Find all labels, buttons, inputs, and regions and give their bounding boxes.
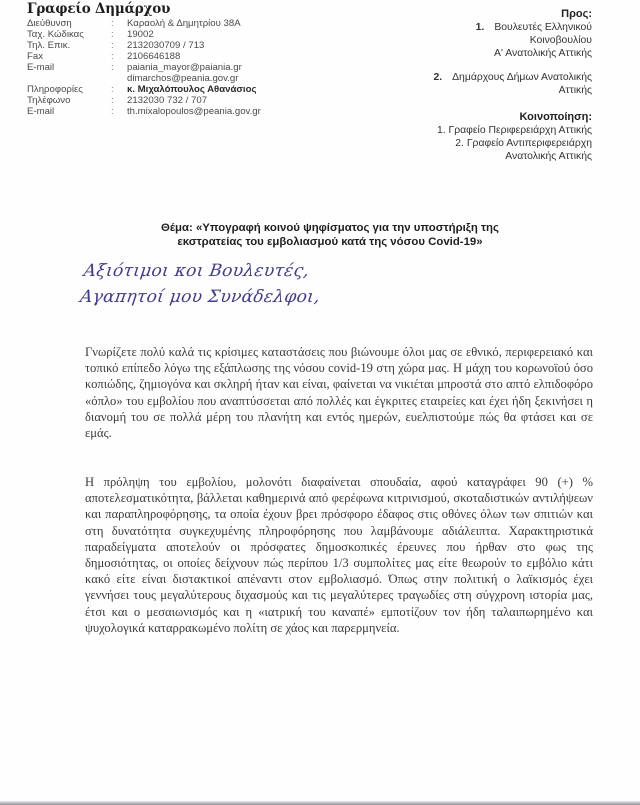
- row-value: 2132030709 / 713: [127, 40, 205, 51]
- recipient-line: Α' Ανατολικής Αττικής: [494, 48, 592, 59]
- sender-row-telephone: [27, 95, 261, 106]
- row-label: [27, 73, 111, 84]
- sender-block: [27, 1, 261, 117]
- sender-details: [27, 18, 261, 117]
- row-colon: :: [111, 106, 114, 117]
- row-colon: :: [111, 51, 114, 62]
- sender-row-postcode: [27, 29, 261, 40]
- row-colon: :: [111, 40, 114, 51]
- sender-row-fax: [27, 51, 261, 62]
- row-label: Ταχ. Κώδικας: [27, 29, 84, 40]
- cc-block: [433, 111, 592, 163]
- cc-line: 1. Γραφείο Περιφερειάρχη Αττικής: [436, 125, 592, 136]
- sender-title: Γραφείο Δημάρχου: [27, 1, 171, 17]
- row-label: Τηλέφωνο: [27, 95, 71, 106]
- cc-line: 2. Γραφείο Αντιπεριφερειάρχη: [455, 138, 592, 149]
- row-label: Διεύθυνση: [27, 18, 72, 29]
- recipient-number: 2.: [433, 72, 443, 83]
- row-label: Πληροφορίες: [27, 84, 83, 95]
- greeting-line-2: Αγαπητοί μου Συνάδελφοι,: [78, 287, 322, 307]
- subject-line-1: Θέμα: «Υπογραφή κοινού ψηφίσματος για την υποστήριξη της: [161, 222, 499, 234]
- row-colon: [111, 73, 127, 84]
- recipient-2: [433, 71, 592, 97]
- row-colon: :: [111, 84, 114, 95]
- row-colon: :: [111, 95, 114, 106]
- row-value: 2106646188: [127, 51, 181, 62]
- recipient-line: Κοινοβουλίου: [529, 35, 592, 46]
- sender-row-email: [27, 62, 261, 73]
- bottom-edge: [0, 801, 640, 805]
- row-colon: :: [111, 29, 114, 40]
- sender-row-phone: [27, 40, 261, 51]
- sender-row-email-2: [27, 73, 261, 84]
- sender-row-info: [27, 84, 261, 95]
- handwritten-greeting: [78, 258, 325, 310]
- row-colon: :: [111, 62, 114, 73]
- row-label: Fax: [27, 51, 43, 62]
- recipient-line: Βουλευτές Ελληνικού: [494, 22, 592, 33]
- row-value: 19002: [127, 29, 154, 40]
- row-value: Καραολή & Δημητρίου 38Α: [127, 18, 241, 29]
- recipient-1: [433, 21, 592, 60]
- email-link[interactable]: th.mixalopoulos@peania.gov.gr: [127, 106, 261, 117]
- recipient-number: 1.: [475, 22, 485, 33]
- body-paragraph-2: Η πρόληψη του εμβολίου, μολονότι διαφαίνεται σπουδαία, αφού καταγράφει 90 (+) % αποτελεσματικότητα, βάλλεται καθημερινά από φερέφωνα κιτρινισμού, σκοταδιστικών αντιλήψεων και παραπληροφόρησης, τα οποία έχουν βρει πρόσφορο έδαφος στις οθόνες όλων των σπιτιών και στη δυνατότητα συγκεχυμένης πληροφόρησης που λαμβάνουμε αδιάλειπτα. Χαρακτηριστικά παραδείγματα αποτελούν οι πρόσφατες δημοσκοπικές έρευνες που ήρθαν στο φως της δημοσιότητας, οι οποίες δείχνουν πώς περίπου 1/3 συμπολίτες μας είτε θεωρούν το εμβόλιο κάτι κακό είτε είναι διστακτικοί απέναντι στον εμβολιασμό. Όπως στην πολιτική ο λαϊκισμός έχει γεννήσει τους μεγαλύτερους διχασμούς και τις μεγαλύτερες τραγωδίες στη σύγχρονη ιστορία μας, έτσι και ο μεσαιωνισμός και η «ιατρική του καναπέ» εμποτίζουν τον ήδη ταλαιπωρημένο και ψυχολογικά καταρρακωμένο πολίτη σε χάος και παρερμηνεία.: [85, 475, 593, 635]
- cc-line: Ανατολικής Αττικής: [505, 151, 592, 162]
- contact-person: κ. Μιχαλόπουλος Αθανάσιος: [127, 84, 257, 95]
- row-label: E-mail: [27, 62, 55, 73]
- row-value: 2132030 732 / 707: [127, 95, 208, 106]
- recipients-heading: Προς:: [561, 8, 592, 20]
- sender-row-contact-email: [27, 106, 261, 117]
- row-label: Τηλ. Επικ.: [27, 40, 71, 51]
- row-label: E-mail: [27, 106, 55, 117]
- greeting-line-1: Αξιότιμοι κοι Βουλευτές,: [82, 261, 311, 281]
- recipient-line: Αττικής: [558, 85, 592, 96]
- subject-line-2: εκστρατείας του εμβολιασμού κατά της νόσου Covid-19»: [177, 236, 483, 248]
- email-link[interactable]: paiania_mayor@paiania.gr: [127, 62, 242, 73]
- subject-line: [110, 221, 550, 249]
- sender-row-address: [27, 18, 261, 29]
- body-paragraph-1: Γνωρίζετε πολύ καλά τις κρίσιμες καταστάσεις που βιώνουμε όλοι μας σε εθνικό, περιφερειακό και τοπικό επίπεδο λόγω της εξάπλωσης της νόσου covid-19 στη χώρα μας. Η μάχη του κορωνοϊού όσο κοπιώδης, ζημιογόνα και σκληρή ήταν και είναι, φαίνεται να νικιέται μπροστά στο απτό ελπιδοφόρο «όπλο» του εμβολίου που αναπτύσσεται από πολλές και έγκριτες εταιρείες και έχει ήδη ξεκινήσει η διανομή του σε πολλά μέρη του πλανήτη και εντός ημερών, ευελπιστούμε πώς θα φτάσει και σε εμάς.: [85, 345, 593, 441]
- recipient-line: Δημάρχους Δήμων Ανατολικής: [452, 72, 592, 83]
- email-link[interactable]: dimarchos@peania.gov.gr: [127, 73, 239, 84]
- recipients-block: [433, 8, 592, 163]
- cc-heading: Κοινοποίηση:: [519, 111, 592, 123]
- row-colon: :: [111, 18, 114, 29]
